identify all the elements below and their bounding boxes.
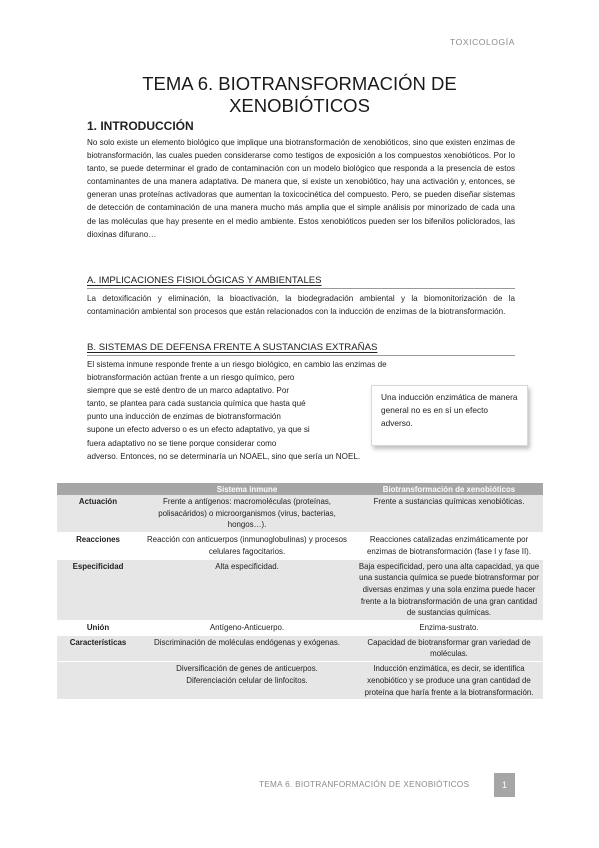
section-b-line: adverso. Entonces, no se determinaría un NOAEL, sino que sería un NOEL. [87, 451, 361, 461]
section-b-line: tanto, se plantea para cada sustancia química que hasta qué [87, 399, 306, 409]
section-b-line: punto una inducción de enzimas de biotransformación [87, 412, 281, 422]
section-b-line: supone un efecto adverso o es un efecto adaptativo, ya que si [87, 425, 310, 435]
section-a-heading: A. IMPLICACIONES FISIOLÓGICAS Y AMBIENTALES [87, 275, 322, 286]
page-title [0, 73, 599, 117]
table-header-row [57, 483, 543, 495]
title-line-1: TEMA 6. BIOTRANSFORMACIÓN DE [142, 73, 457, 94]
biotrans-cell: Baja especificidad, pero una alta capacidad, ya que una sustancia química se puede biotransformar por diversas enzimas y una sola enzima puede hacer frente a la biotransformación de una gran cantidad de sustancias químicas. [355, 559, 543, 621]
intro-paragraph: No solo existe un elemento biológico que implique una biotransformación de xenobióticos, sino que existen enzimas de biotransformación, las cuales pueden considerarse como testigos de exposición a los compuestos xenobióticos. Por lo tanto, se puede determinar el grado de contaminación con un modelo biológico que responda a la presencia de estos contaminantes de una manera adaptativa. De manera que, si existe un xenobiótico, hay una activación y, entonces, se generan unas proteínas activadoras que aumentan la toxicocinética del compuesto. Pero, se pueden diseñar sistemas de detección de contaminación de una manera mucho más amplia que el simple análisis por minorizado de cada una de las moléculas que hay presente en el medio ambiente. Estos xenobióticos pueden ser los bifenilos policlorados, las dioxinas difurano… [87, 138, 515, 239]
intro-heading: 1. INTRODUCCIÓN [87, 119, 194, 133]
table-header-cell [57, 483, 139, 495]
immune-cell-line: Diferenciación celular de linfocitos. [186, 675, 308, 685]
biotrans-cell: Reacciones catalizadas enzimáticamente por enzimas de biotransformación (fase I y fase II). [355, 533, 543, 559]
table-row [57, 621, 543, 636]
row-label: Especificidad [57, 559, 139, 621]
table-header-cell: Biotransformación de xenobióticos [355, 483, 543, 495]
table-row [57, 533, 543, 559]
biotrans-cell: Inducción enzimática, es decir, se identifica xenobiótico y se produce una gran cantidad de proteína que haría frente a la biotransformación. [355, 662, 543, 700]
comparison-table [57, 483, 543, 699]
section-a-paragraph: La detoxificación y eliminación, la bioactivación, la biodegradación ambiental y la biomonitorización de la contaminación ambiental son procesos que están relacionados con la inducción de enzimas de la biotransformación. [87, 294, 515, 317]
callout-box: Una inducción enzimática de manera general no es en sí un efecto adverso. [371, 385, 528, 446]
section-b-line: El sistema inmune responde frente a un riesgo biológico, en cambio las enzimas de [87, 360, 387, 369]
row-label: Actuación [57, 495, 139, 533]
immune-cell: Alta especificidad. [139, 559, 355, 621]
row-label: Unión [57, 621, 139, 636]
biotrans-cell: Frente a sustancias químicas xenobióticas. [355, 495, 543, 533]
immune-cell [139, 662, 355, 700]
immune-cell: Frente a antígenos: macromoléculas (proteínas, polisacáridos) o microorganismos (virus, bacterias, hongos…). [139, 495, 355, 533]
table-header-cell: Sistema inmune [139, 483, 355, 495]
immune-cell-line: Diversificación de genes de anticuerpos. [176, 664, 318, 674]
title-line-2: XENOBIÓTICOS [229, 95, 370, 116]
table-row [57, 559, 543, 621]
biotrans-cell: Capacidad de biotransformar gran variedad de moléculas. [355, 635, 543, 661]
section-b-rule [87, 355, 515, 356]
page-number: 1 [494, 773, 515, 797]
section-b-line: siempre que se esté dentro de un marco adaptativo. Por [87, 386, 290, 396]
row-label [57, 662, 139, 700]
section-a-rule [87, 288, 515, 289]
table-row [57, 495, 543, 533]
footer-title: TEMA 6. BIOTRANFORMACIÓN DE XENOBIÓTICOS [259, 780, 470, 789]
immune-cell: Reacción con anticuerpos (inmunoglobulinas) y procesos celulares fagocitarios. [139, 533, 355, 559]
immune-cell: Discriminación de moléculas endógenas y exógenas. [139, 635, 355, 661]
row-label: Características [57, 635, 139, 661]
table-row [57, 662, 543, 700]
table-row [57, 635, 543, 661]
running-header: TOXICOLOGÍA [449, 37, 515, 47]
row-label: Reacciones [57, 533, 139, 559]
section-b-line: biotransformación actúan frente a un riesgo químico, pero [87, 373, 295, 383]
section-b-line: fuera adaptativo no se tiene porque considerar como [87, 438, 277, 448]
immune-cell: Antígeno-Anticuerpo. [139, 621, 355, 636]
section-b-heading: B. SISTEMAS DE DEFENSA FRENTE A SUSTANCIAS EXTRAÑAS [87, 342, 378, 353]
biotrans-cell: Enzima-sustrato. [355, 621, 543, 636]
